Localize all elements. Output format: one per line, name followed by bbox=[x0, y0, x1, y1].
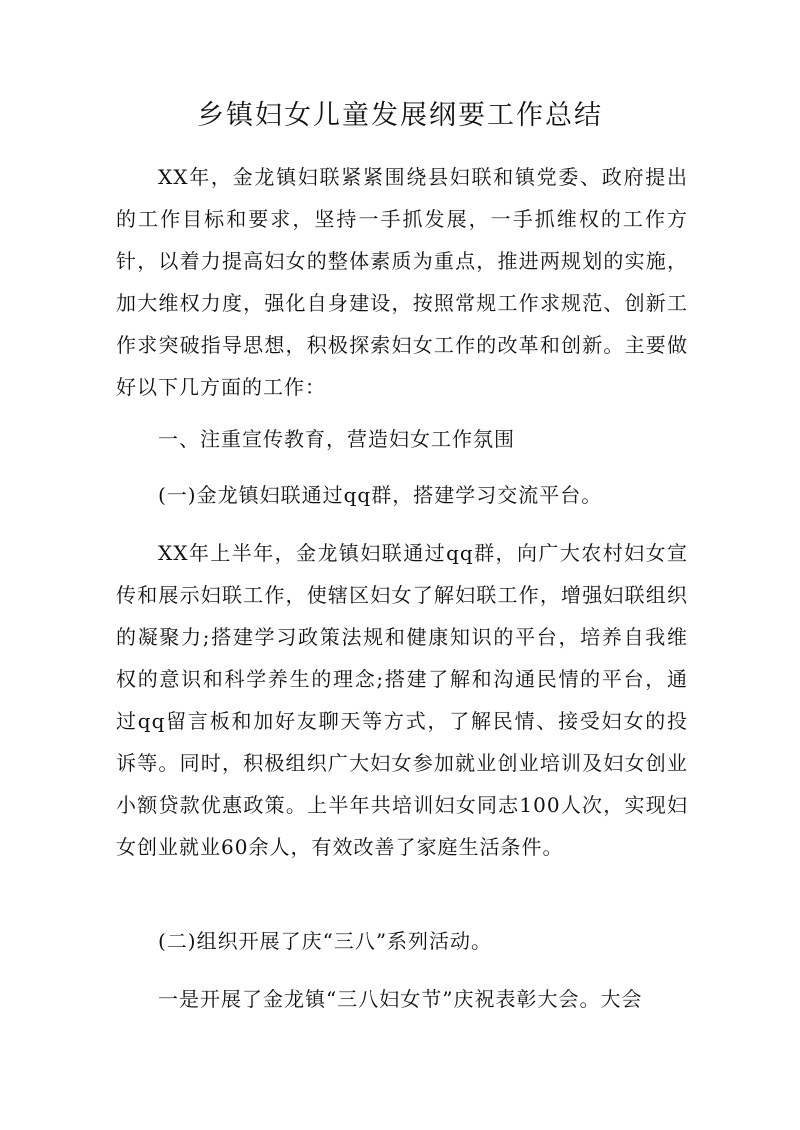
body-paragraph: XX年上半年，金龙镇妇联通过qq群，向广大农村妇女宣传和展示妇联工作，使辖区妇女了解妇联工作，增强妇联组织的凝聚力;搭建学习政策法规和健康知识的平台，培养自我维权的意识和科学养生的理念;搭建了解和沟通民情的平台，通过qq留言板和加好友聊天等方式，了解民情、接受妇女的投诉等。同时，积极组织广大妇女参加就业创业培训及妇女创业小额贷款优惠政策。上半年共培训妇女同志100人次，实现妇女创业就业60余人，有效改善了家庭生活条件。 bbox=[116, 541, 688, 859]
intro-paragraph: XX年，金龙镇妇联紧紧围绕县妇联和镇党委、政府提出的工作目标和要求，坚持一手抓发展，一手抓维权的工作方针，以着力提高妇女的整体素质为重点，推进两规划的实施，加大维权力度，强化自身建设，按照常规工作求规范、创新工作求突破指导思想，积极探索妇女工作的改革和创新。主要做好以下几方面的工作： bbox=[116, 165, 688, 399]
subsection-heading: (二)组织开展了庆“三八”系列活动。 bbox=[158, 929, 493, 953]
document-title: 乡镇妇女儿童发展纲要工作总结 bbox=[197, 100, 603, 131]
section-heading: 一、注重宣传教育，营造妇女工作氛围 bbox=[158, 427, 515, 451]
subsection-heading: (一)金龙镇妇联通过qq群，搭建学习交流平台。 bbox=[158, 483, 603, 507]
body-paragraph: 一是开展了金龙镇“三八妇女节”庆祝表彰大会。大会 bbox=[158, 987, 643, 1011]
